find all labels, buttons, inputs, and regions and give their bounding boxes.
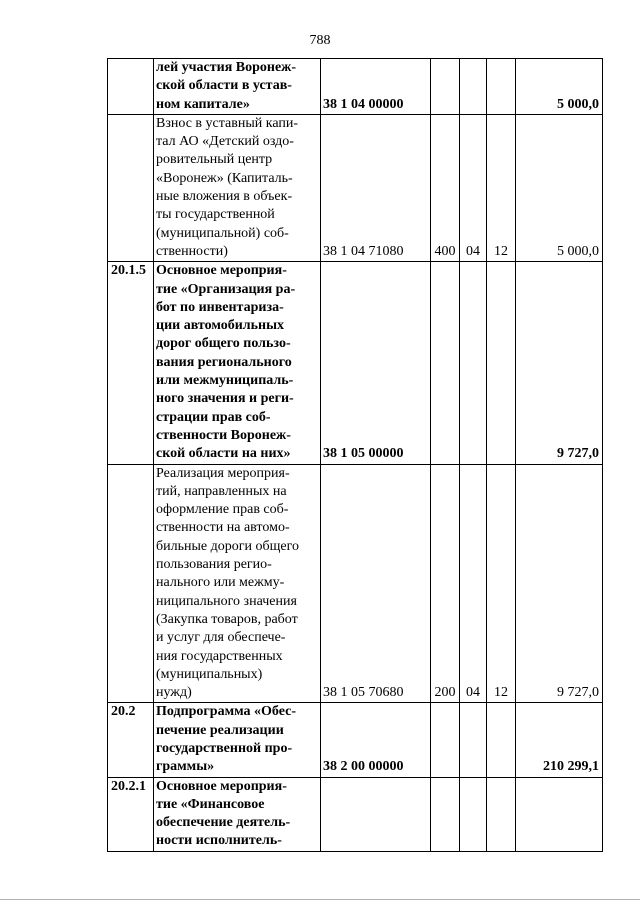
row-code: 20.2.1 [108,777,154,851]
row-target-article [321,777,431,851]
row-expense-type [431,777,460,851]
table-row [108,703,603,777]
table-row [108,59,603,115]
table-row [108,464,603,703]
row-subsection [487,777,516,851]
row-amount: 9 727,0 [516,464,603,703]
row-name: Реализация мероприя- тий, направленных на оформление прав соб- ственности на автомо- бильные дороги общего пользования регио- нального или межму- ниципального значения (Закупка товаров, работ и услуг для обеспече- ния государственных (муниципальных) нужд) [154,464,321,703]
row-expense-type [431,262,460,464]
row-name: Подпрограмма «Обес- печение реализации государственной про- граммы» [154,703,321,777]
row-name: лей участия Воронеж- ской области в устав- ном капитале» [154,59,321,115]
row-code [108,114,154,261]
table-row [108,114,603,261]
row-section [460,262,487,464]
row-section [460,777,487,851]
row-amount: 5 000,0 [516,114,603,261]
row-target-article: 38 2 00 00000 [321,703,431,777]
row-code [108,464,154,703]
budget-table [107,58,603,852]
row-section: 04 [460,114,487,261]
table-row [108,262,603,464]
row-expense-type [431,703,460,777]
row-name: Основное мероприя- тие «Финансовое обеспечение деятель- ности исполнитель- [154,777,321,851]
row-section [460,703,487,777]
row-target-article: 38 1 05 00000 [321,262,431,464]
row-expense-type: 200 [431,464,460,703]
row-section [460,59,487,115]
row-expense-type [431,59,460,115]
row-target-article: 38 1 04 71080 [321,114,431,261]
row-code: 20.2 [108,703,154,777]
row-target-article: 38 1 04 00000 [321,59,431,115]
row-target-article: 38 1 05 70680 [321,464,431,703]
row-name: Основное мероприя- тие «Организация ра- бот по инвентаризa- ции автомобильных дорог общего пользо- вания регионального или межмуниципаль- ного значения и реги- страции прав соб- ственности Воронеж- ской области на них» [154,262,321,464]
page-bottom-rule [0,899,640,900]
row-subsection: 12 [487,464,516,703]
row-code [108,59,154,115]
table-row [108,777,603,851]
row-amount [516,777,603,851]
row-subsection [487,703,516,777]
row-section: 04 [460,464,487,703]
row-subsection: 12 [487,114,516,261]
row-amount: 9 727,0 [516,262,603,464]
row-subsection [487,59,516,115]
row-amount: 5 000,0 [516,59,603,115]
row-expense-type: 400 [431,114,460,261]
row-subsection [487,262,516,464]
row-name: Взнос в уставный капи- тал АО «Детский оздо- ровительный центр «Воронеж» (Капиталь- ные вложения в объек- ты государственной (муниципальной) соб- ственности) [154,114,321,261]
row-amount: 210 299,1 [516,703,603,777]
row-code: 20.1.5 [108,262,154,464]
page-number: 788 [309,33,331,48]
